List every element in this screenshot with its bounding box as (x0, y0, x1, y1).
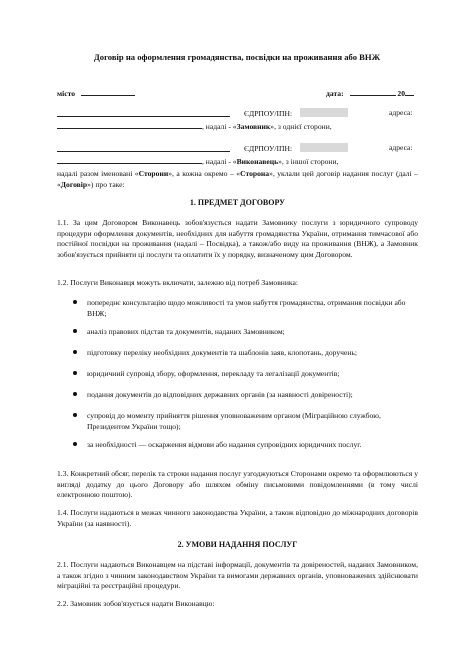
section2-heading: 2. УМОВИ НАДАННЯ ПОСЛУГ (177, 540, 298, 549)
party2-side: », з іншої сторони, (278, 157, 339, 166)
party2-name-blank (57, 143, 230, 152)
party2-address-label: адреса: (389, 143, 413, 152)
bullet-icon (73, 392, 77, 396)
clause-1-3: 1.3. Конкретний обсяг, перелік та строки надання послуг узгоджуються Сторонами окремо та оформлюються у вигляді додатку до цього Договору або шляхом обміну письмовими повідомленнями (в тому числі електронною поштою). (57, 469, 418, 500)
list-item-text: подання документів до відповідних державних органів (за наявності довіреності); (87, 390, 353, 399)
party1-name-blank (57, 108, 230, 117)
clause-2-2: 2.2. Замовник зобов'язується надати Виконавцю: (57, 599, 215, 608)
city-blank (81, 87, 135, 96)
party1-code-value (300, 108, 348, 117)
party1-code (244, 108, 348, 119)
date-field: дата: 20 (326, 87, 414, 99)
list-item-text: аналіз правових підстав та документів, наданих Замовником; (87, 327, 285, 336)
party2-code-value (300, 143, 348, 152)
party2-line2 (57, 155, 338, 167)
clause-1-2: 1.2. Послуги Виконавця можуть включати, залежно від потреб Замовника: (57, 278, 298, 287)
document-title: Договір на оформлення громадянства, посвідки на проживання або ВНЖ (93, 52, 381, 62)
list-item-text: підготовку переліку необхідних документів та шаблонів заяв, клопотань, доручень; (87, 348, 357, 357)
party2-role: Виконавець (236, 157, 279, 166)
year-blank (405, 87, 414, 96)
party2-line1 (57, 143, 230, 155)
party1-hereinafter: , надалі - « (202, 122, 237, 131)
date-blank (350, 87, 396, 96)
clause-1-1: 1.1. За цим Договором Виконавець зобов'язується надати Замовнику послуги з юридичного супроводу процедури оформлення документів, необхідних для набуття громадянства України, отримання тимчасової або постійної посвідки на проживання (надалі – Посвідка), а також/або виду на проживання (ВНЖ), а Замовник зобов'язується прийняти ці послуги та оплатити їх у порядку, визначеному цим Договором. (57, 218, 418, 259)
party1-address-label: адреса: (389, 108, 413, 117)
bullet-icon (73, 442, 77, 446)
party2-address-blank (57, 155, 202, 164)
year-prefix: 20 (397, 89, 405, 98)
party1-side: », з однієї сторони, (270, 122, 332, 131)
list-item-text: за необхідності — оскарження відмови або надання супровідних юридичних послуг. (87, 440, 362, 449)
party2-hereinafter: , надалі - « (202, 157, 237, 166)
list-item-text: супровід до моменту прийняття рішення уповноваженим органом (Міграційною службою, Президентом України тощо); (87, 411, 381, 431)
bullet-icon (73, 329, 77, 333)
party1-line1 (57, 108, 230, 120)
party1-role: Замовник (236, 122, 271, 131)
intro-paragraph: надалі разом іменовані «Сторони», а кожна окремо – «Сторона», уклали цей договір надання послуг (далі – «Договір») про таке: (57, 169, 418, 189)
date-label: дата (326, 89, 342, 98)
section1-heading: 1. ПРЕДМЕТ ДОГОВОРУ (189, 198, 286, 207)
list-item-text: юридичний супровід збору, оформлення, перекладу та легалізації документів; (87, 369, 340, 378)
party1-line2 (57, 120, 332, 132)
list-item-text: попереднє консультацію щодо можливості та умов набуття громадянства, отримання посвідки або ВНЖ; (87, 298, 406, 318)
city-field (57, 87, 135, 99)
bullet-icon (73, 300, 77, 304)
bullet-icon (73, 371, 77, 375)
party1-code-label: ЄДРПОУ/ІПН: (244, 109, 293, 118)
clause-2-1: 2.1. Послуги надаються Виконавцем на підставі інформації, документів та довіреностей, наданих Замовником, а також згідно з чинним законодавством України та вимогами державних органів, уповноважених здійснювати міграційні та реєстраційні процедури. (57, 560, 418, 591)
party2-code (244, 143, 348, 154)
bullet-icon (73, 413, 77, 417)
party2-code-label: ЄДРПОУ/ІПН: (244, 144, 293, 153)
clause-1-4: 1.4. Послуги надаються в межах чинного законодавства України, а також відповідно до міжнародних договорів України (за наявності). (57, 508, 418, 528)
bullet-icon (73, 350, 77, 354)
city-label: місто (57, 89, 76, 98)
party1-address-blank (57, 120, 202, 129)
